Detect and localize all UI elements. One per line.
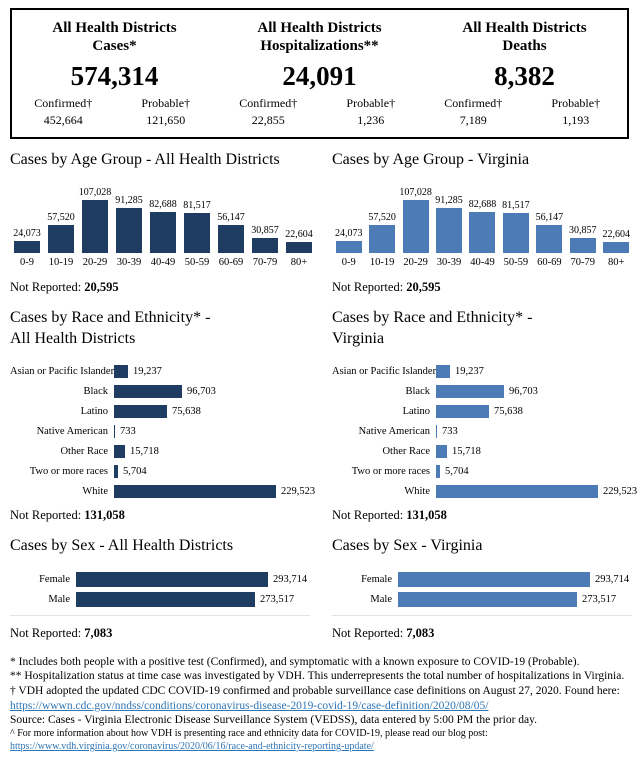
chart-plot	[332, 186, 633, 270]
chart-plot	[10, 572, 310, 616]
axis-category-label: White	[82, 485, 108, 497]
card-title	[217, 19, 422, 56]
bar[interactable]	[218, 225, 244, 253]
bar-value-label: 24,073	[334, 228, 363, 240]
card-title	[422, 19, 627, 56]
bar-group	[10, 186, 44, 270]
bar-group	[499, 186, 532, 270]
bar[interactable]	[536, 225, 562, 253]
footnote-line	[10, 669, 629, 684]
bar-row	[332, 465, 637, 478]
bar-value-label: 229,523	[281, 485, 316, 497]
bar-value-label: 30,857	[569, 225, 597, 237]
bar-group	[248, 186, 282, 270]
chart-title: Cases by Age Group - Virginia	[332, 151, 530, 169]
axis-category-label: Female	[361, 573, 392, 585]
bar[interactable]	[114, 385, 182, 398]
bar-row	[10, 485, 316, 498]
bar[interactable]	[398, 572, 590, 587]
chart-plot	[10, 186, 316, 270]
chart-title: Cases by Sex - Virginia	[332, 536, 483, 554]
not-reported	[10, 508, 316, 523]
axis-category-label: White	[404, 485, 430, 497]
not-reported-label: Not Reported:	[332, 625, 407, 640]
bar[interactable]	[114, 425, 115, 438]
axis-category-label: 10-19	[48, 257, 74, 269]
footnote-link[interactable]: https://www.vdh.virginia.gov/coronavirus/2020/06/16/race-and-ethnicity-reporting-update/	[10, 740, 374, 752]
bar-value-label: 107,028	[78, 187, 112, 199]
summary-header-box	[10, 8, 629, 139]
probable-column	[115, 96, 218, 128]
confirmed-column	[12, 96, 115, 128]
bar-value-label: 30,857	[251, 225, 279, 237]
bar-group	[180, 186, 214, 270]
footnote-text: ^ For more information about how VDH is presenting race and ethnicity data for COVID-19, please read our blog post:	[10, 728, 488, 740]
footnote-link[interactable]: https://wwwn.cdc.gov/nndss/conditions/coronavirus-disease-2019-covid-19/case-definition/2020/08/05/	[10, 699, 489, 712]
age-charts-row	[0, 139, 639, 295]
bar-value-label: 19,237	[455, 365, 484, 377]
axis-category-label: 70-79	[252, 257, 278, 269]
probable-column	[525, 96, 628, 128]
not-reported-value: 7,083	[84, 625, 113, 640]
axis-category-label: Male	[370, 593, 392, 605]
not-reported-value: 131,058	[406, 507, 447, 522]
bar[interactable]	[503, 213, 529, 253]
chart-panel-sex-all-districts	[0, 536, 322, 641]
bar-group	[432, 186, 465, 270]
bar[interactable]	[369, 225, 395, 253]
confirmed-column	[217, 96, 320, 128]
axis-category-label: Female	[39, 573, 70, 585]
axis-category-label: Native American	[36, 425, 108, 437]
bar-value-label: 75,638	[172, 405, 201, 417]
bar-value-label: 5,704	[123, 465, 147, 477]
footnotes	[10, 655, 629, 754]
axis-category-label: Other Race	[382, 445, 430, 457]
axis-category-label: 20-29	[403, 257, 428, 269]
axis-category-label: 60-69	[537, 257, 562, 269]
footnote-text: ** Hospitalization status at time case was investigated by VDH. This underrepresents the total number of hospitalizations in Virginia.	[10, 670, 625, 683]
bar[interactable]	[436, 365, 450, 378]
axis-category-label: 20-29	[82, 257, 108, 269]
chart-panel-sex-virginia	[322, 536, 639, 641]
axis-category-label: Male	[48, 593, 70, 605]
card-title-line2: Deaths	[502, 38, 547, 55]
bar[interactable]	[436, 385, 504, 398]
bar-value-label: 293,714	[273, 573, 308, 585]
not-reported-value: 131,058	[84, 507, 125, 522]
footnote-text: * Includes both people with a positive test (Confirmed), and symptomatic with a known exposure to COVID-19 (Probable).	[10, 655, 580, 668]
bar-value-label: 96,703	[187, 385, 216, 397]
axis-category-label: 80+	[608, 257, 625, 269]
bar[interactable]	[603, 242, 629, 253]
axis-category-label: Two or more races	[29, 465, 108, 477]
probable-value: 121,650	[146, 112, 186, 127]
not-reported	[10, 280, 316, 295]
hospitalizations-summary-card	[217, 19, 422, 127]
card-title-line1: All Health Districts	[462, 20, 587, 36]
bar-group	[112, 186, 146, 270]
bar-group	[365, 186, 398, 270]
axis-category-label: 40-49	[470, 257, 495, 269]
bar-value-label: 273,517	[260, 593, 295, 605]
confirmed-value: 7,189	[459, 112, 487, 127]
footnote-line	[10, 684, 629, 713]
bar-value-label: 273,517	[582, 593, 617, 605]
bar-value-label: 82,688	[468, 199, 497, 211]
card-title-line2: Cases*	[92, 38, 137, 55]
bar-group	[146, 186, 180, 270]
bar-row	[332, 365, 637, 378]
footnote-line	[10, 741, 629, 754]
bar-value-label: 57,520	[47, 212, 75, 224]
bar-group	[282, 186, 316, 270]
axis-category-label: Latino	[80, 405, 108, 417]
chart-title: Cases by Age Group - All Health Districts	[10, 151, 280, 169]
bar-group	[44, 186, 78, 270]
bar-value-label: 107,028	[399, 187, 432, 199]
bar-value-label: 82,688	[149, 199, 177, 211]
axis-category-label: 0-9	[20, 257, 34, 269]
bar-row	[10, 592, 310, 607]
bar-value-label: 57,520	[368, 212, 396, 224]
bar-group	[332, 186, 365, 270]
bar-group	[399, 186, 432, 270]
chart-title: Cases by Race and Ethnicity* - Virginia	[332, 309, 533, 347]
bar-row	[10, 572, 310, 587]
footnote-text: † VDH adopted the updated CDC COVID-19 confirmed and probable surveillance case definitions on August 27, 2020. Found here:	[10, 685, 620, 697]
card-title	[12, 19, 217, 56]
probable-label: Probable†	[346, 95, 396, 110]
axis-category-label: 80+	[290, 257, 308, 269]
bar[interactable]	[184, 213, 210, 253]
bar-row	[332, 385, 637, 398]
confirmed-label: Confirmed†	[239, 95, 298, 110]
confirmed-column	[422, 96, 525, 128]
axis-category-label: Black	[83, 385, 108, 397]
card-title-line1: All Health Districts	[52, 20, 177, 36]
bar[interactable]	[76, 572, 268, 587]
axis-category-label: Native American	[358, 425, 430, 437]
bar-row	[10, 365, 316, 378]
not-reported	[332, 508, 637, 523]
bar[interactable]	[114, 365, 128, 378]
confirmed-value: 452,664	[43, 112, 83, 127]
bar[interactable]	[436, 465, 440, 478]
bar-value-label: 15,718	[130, 445, 159, 457]
axis-category-label: 40-49	[150, 257, 176, 269]
confirmed-value: 22,855	[251, 112, 285, 127]
bar[interactable]	[436, 445, 447, 458]
chart-panel-age-all-districts	[0, 150, 322, 295]
chart-plot	[332, 365, 637, 498]
bar-value-label: 733	[442, 425, 458, 437]
bar-group	[600, 186, 633, 270]
bar[interactable]	[116, 208, 142, 253]
bar-group	[214, 186, 248, 270]
chart-panel-race-virginia	[322, 308, 639, 523]
not-reported-label: Not Reported:	[10, 280, 85, 295]
bar[interactable]	[570, 238, 596, 253]
bar[interactable]	[114, 405, 167, 418]
bar-row	[10, 465, 316, 478]
race-charts-row	[0, 295, 639, 523]
axis-category-label: 50-59	[503, 257, 529, 269]
probable-label: Probable†	[141, 95, 191, 110]
not-reported-value: 7,083	[406, 625, 435, 640]
not-reported	[10, 626, 316, 641]
confirmed-label: Confirmed†	[34, 95, 93, 110]
probable-column	[320, 96, 423, 128]
footnote-line	[10, 728, 629, 741]
confirmed-label: Confirmed†	[444, 95, 503, 110]
bar-value-label: 56,147	[217, 212, 245, 224]
bar-value-label: 75,638	[494, 405, 523, 417]
axis-category-label: 30-39	[436, 257, 462, 269]
bar-row	[332, 425, 637, 438]
axis-category-label: Asian or Pacific Islander	[332, 365, 437, 377]
bar[interactable]	[286, 242, 312, 253]
card-title-line2: Hospitalizations**	[260, 38, 379, 55]
hospitalizations-total: 24,091	[282, 60, 357, 91]
bar-value-label: 96,703	[509, 385, 538, 397]
bar[interactable]	[436, 208, 462, 253]
footnote-text: Source: Cases - Virginia Electronic Disease Surveillance System (VEDSS), data entered by 5:00 PM the prior day.	[10, 714, 538, 727]
axis-category-label: 30-39	[116, 257, 142, 269]
bar-group	[466, 186, 499, 270]
not-reported-label: Not Reported:	[10, 625, 85, 640]
bar-group	[533, 186, 566, 270]
cases-summary-card	[12, 19, 217, 127]
bar[interactable]	[436, 485, 598, 498]
bar[interactable]	[336, 241, 362, 253]
bar[interactable]	[82, 200, 108, 253]
bar[interactable]	[436, 425, 437, 438]
chart-title: Cases by Sex - All Health Districts	[10, 536, 234, 554]
footnote-line	[10, 655, 629, 670]
bar-value-label: 22,604	[602, 229, 630, 241]
not-reported	[332, 626, 633, 641]
bar-value-label: 229,523	[603, 485, 638, 497]
bar-value-label: 22,604	[285, 229, 313, 241]
bar-value-label: 19,237	[133, 365, 162, 377]
bar-row	[332, 592, 632, 607]
chart-plot	[332, 572, 632, 616]
cases-total: 574,314	[70, 60, 159, 91]
bar[interactable]	[76, 592, 255, 607]
bar[interactable]	[150, 212, 176, 253]
bar-group	[566, 186, 599, 270]
bar-row	[332, 405, 637, 418]
probable-value: 1,236	[357, 112, 385, 127]
bar[interactable]	[48, 225, 74, 253]
deaths-total: 8,382	[494, 60, 555, 91]
bar-value-label: 15,718	[452, 445, 481, 457]
axis-category-label: 10-19	[369, 257, 395, 269]
axis-category-label: 70-79	[570, 257, 596, 269]
bar-value-label: 91,285	[435, 195, 463, 207]
bar[interactable]	[252, 238, 278, 253]
bar-row	[332, 485, 637, 498]
bar-value-label: 81,517	[502, 200, 530, 212]
bar-row	[332, 572, 632, 587]
chart-panel-age-virginia	[322, 150, 639, 295]
not-reported-value: 20,595	[406, 280, 441, 295]
bar-value-label: 56,147	[535, 212, 564, 224]
bar[interactable]	[114, 445, 125, 458]
chart-plot	[10, 365, 316, 498]
probable-label: Probable†	[551, 95, 601, 110]
card-title-line1: All Health Districts	[257, 20, 382, 36]
bar[interactable]	[114, 465, 118, 478]
bar-row	[10, 385, 316, 398]
bar-value-label: 81,517	[183, 200, 211, 212]
bar[interactable]	[114, 485, 276, 498]
bar[interactable]	[403, 200, 429, 253]
deaths-summary-card	[422, 19, 627, 127]
not-reported	[332, 280, 633, 295]
sex-charts-row	[0, 523, 639, 641]
not-reported-label: Not Reported:	[332, 507, 407, 522]
chart-panel-race-all-districts	[0, 308, 322, 523]
axis-category-label: Black	[405, 385, 430, 397]
footnote-line	[10, 713, 629, 728]
axis-category-label: Asian or Pacific Islander	[10, 365, 115, 377]
bar-group	[78, 186, 112, 270]
chart-title: Cases by Race and Ethnicity* - All Health Districts	[10, 309, 211, 347]
axis-category-label: 50-59	[184, 257, 210, 269]
bar-row	[10, 425, 316, 438]
axis-category-label: Other Race	[60, 445, 108, 457]
bar-row	[10, 445, 316, 458]
bar-row	[10, 405, 316, 418]
bar[interactable]	[398, 592, 577, 607]
not-reported-label: Not Reported:	[10, 507, 85, 522]
bar-value-label: 293,714	[595, 573, 630, 585]
axis-category-label: 0-9	[341, 257, 356, 269]
axis-category-label: 60-69	[218, 257, 244, 269]
probable-value: 1,193	[562, 112, 590, 127]
bar-value-label: 24,073	[13, 228, 41, 240]
bar-value-label: 5,704	[445, 465, 469, 477]
bar-value-label: 733	[120, 425, 136, 437]
not-reported-value: 20,595	[84, 280, 119, 295]
not-reported-label: Not Reported:	[332, 280, 407, 295]
axis-category-label: Two or more races	[351, 465, 430, 477]
axis-category-label: Latino	[402, 405, 430, 417]
bar-value-label: 91,285	[115, 195, 143, 207]
bar[interactable]	[469, 212, 495, 253]
bar[interactable]	[436, 405, 489, 418]
bar[interactable]	[14, 241, 40, 253]
bar-row	[332, 445, 637, 458]
